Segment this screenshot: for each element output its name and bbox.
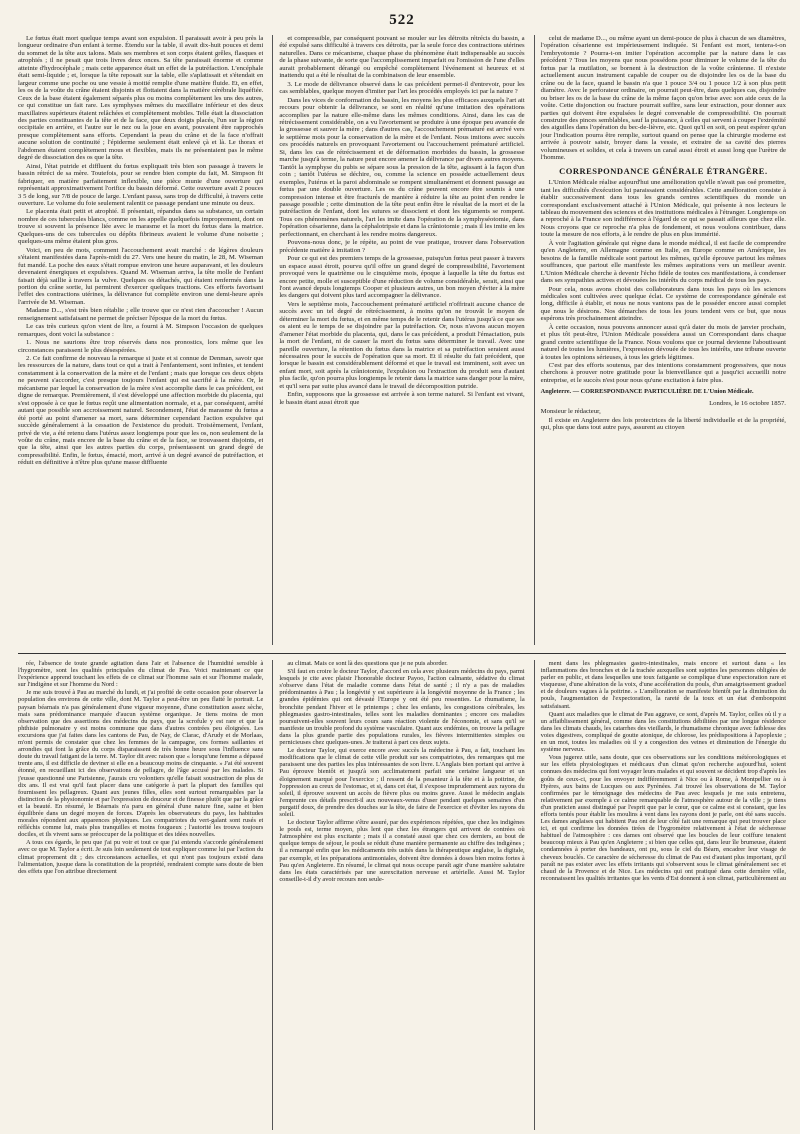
page-number: 522: [389, 12, 415, 28]
paragraph: Le cas très curieux qu'on vient de lire, a fourni à M. Simpson l'occasion de quelques remarques, dont voici la substance :: [18, 323, 264, 338]
paragraph: ment dans les phlegmasies gastro-intestinales, mais encore et surtout dans « les inflammations des bronches et de la trachée auxquelles sont sujettes les personnes obligées de parler en public, et dans lesquelles une toux fatigante se complique d'une expectoration rare et visqueuse, d'une altération de la voix, d'une accélération du pouls, d'un amaigrissement graduel et de douleurs vagues à la poitrine. » L'amélioration se manifeste bientôt par la diminution du pouls, l'augmentation de l'expectoration, la rareté de la toux et un état d'embonpoint satisfaisant.: [540, 660, 786, 710]
section-title: CORRESPONDANCE GÉNÉRALE ÉTRANGÈRE.: [559, 165, 768, 176]
column-2: [272, 35, 524, 645]
paragraph: A tous ces égards, le peu que j'ai pu voir et tout ce que j'ai entendu s'accorde généralement avec ce que M. Taylor a écrit. Je suis loin seulement de tout expliquer comme lui par l'action du climat proprement dit ; des circonstances actuelles, et qui n'ont pas toujours existé dans l'alimentation, jusque dans la constitution de la propriété, rendraient compte sans doute de bien des effets que l'on attribue directement: [18, 839, 264, 875]
paragraph: Le placenta était petit et atrophié. Il présentait, répandus dans sa substance, un certain nombre de ces tubercules blancs, comme on les appelle quelquefois improprement, dont on trouve si souvent la présence liée avec le marasme et la mort du fœtus dans la matrice. Quelques-uns de ces tubercules ou dépôts fibrineux avaient le volume d'une noisette ; quelques-uns même étaient plus gros.: [18, 208, 264, 246]
column-3: [534, 35, 786, 645]
paragraph: Madame D..., s'est très bien rétablie ; elle trouve que ce n'est rien d'accoucher ! Aucun renseignement satisfaisant ne permet de préciser l'époque de la mort du fœtus.: [18, 307, 264, 322]
paragraph: Voici, en peu de mots, comment l'accouchement avait marché : de légères douleurs s'étaient manifestées dans l'après-midi du 27. Vers une heure du matin, le 28, M. Wiseman fut mandé. La poche des eaux s'était rompue environ une heure auparavant, et les douleurs devenaient énergiques et expulsives. Quand M. Wiseman arriva, la tête molle de l'enfant faisait déjà saillie à travers la vulve. Quelques os détachés, qui étaient renfermés dans la portion du crâne sortie, lui permirent d'exercer quelques tractions. Ces efforts favorisant l'effet des contractions utérines, la délivrance fut complète environ une demi-heure après l'arrivée de M. Wiseman.: [18, 246, 264, 306]
paragraph: au climat. Mais ce sont là des questions que je ne puis aborder.: [287, 660, 448, 667]
paragraph: Ainsi, l'état putride et diffluent du fœtus expliquait très bien son passage à travers le bassin rétréci de sa mère. Toutefois, pour se rendre bien compte du fait, M. Simpson fit fabriquer, en matière parfaitement inflexible, une pièce munie d'une ouverture qui représentait approximativement l'orifice du bassin déformé. Cette ouverture avait 2 pouces 3 5 de long, sur 7/8 de pouce de large. L'enfant passa, sans trop de difficulté, à travers cette ouverture. Le volume du foie seulement ralentit ce passage pendant une minute ou deux.: [18, 162, 264, 207]
horizontal-rule: [18, 653, 786, 654]
bottom-column-2: [272, 660, 524, 1130]
paragraph: Le docteur Taylor affirme s'être assuré, par des expériences répétées, que chez les indigènes le pouls est, terme moyen, plus lent que chez les étrangers qui arrivent de contrées où l'atmosphère est plus excitante ; mais il a constaté aussi que chez ces derniers, au bout de quelque temps de séjour, le pouls se réduit d'une manière permanente au chiffre des indigènes ; il a remarqué enfin que les médicaments très usités dans la thérapeutique anglaise, la digitale, par exemple, et les préparations antimoniales, doivent être données à doses bien moins fortes à Pau qu'en Angleterre. En résumé, le climat qui nous occupe paraît agir d'une manière salutaire dans les états caractérisés par une surexcitation nerveuse et artérielle. Aussi M. Taylor conseille-t-il d'y avoir recours non seule-: [279, 819, 525, 883]
paragraph: Le fœtus était mort quelque temps avant son expulsion. Il paraissait avoir à peu près la longueur ordinaire d'un enfant à terme. Étendu sur la table, il avait dix-huit pouces et demi du sommet de la tête aux talons. Mais ses membres et son corps étaient grêles, flasques et atrophiés ; il ne pesait que trois livres deux onces. Sa tête paraissait énorme et comme atteinte d'hydrocéphale ; mais cette apparence était un effet de la putréfaction. L'encéphale était semi-liquide ; et, lorsque la tête reposait sur la table, elle s'aplatissait et s'étendait en largeur comme une poche ou une vessie à moitié remplie d'une matière fluide. Et, en effet, les os de la voûte du crâne étaient disjoints et flottaient dans la matière cérébrale liquéfiée. Ceux de la base étaient également séparés plus ou moins complètement les uns des autres, ce qui constitue un fait rare. Les symphyses mêmes du maxillaire inférieur et des deux maxillaires supérieurs étaient relâchées et complètement mobiles. Telle était la dissociation des parties constituantes de la tête et de la face, que deux doigts placés, l'un sur la région occipitale en arrière, et l'autre sur le nez ou la joue en avant, pouvaient être rapprochés presque complètement sans efforts. Cependant la peau du crâne et de la face n'offrait aucune solution de continuité ; l'épiderme seulement était enlevé çà et là. Le thorax et l'abdomen étaient complètement mous et flexibles, mais ils ne présentaient pas le même degré de dissociation des os que la tête.: [18, 35, 264, 162]
correspondence-heading: Angleterre. — CORRESPONDANCE PARTICULIÈRE DE L'Union Médicale.: [540, 388, 754, 396]
paragraph: S'il faut en croire le docteur Taylor, d'accord en cela avec plusieurs médecins du pays, parmi lesquels je cite avec plaisir l'honorable docteur Payoo, l'action calmante, sédative du climat s'observe dans l'état de maladie comme dans l'état de santé ; il n'y a pas de maladies prédominantes à Pau ; la longévité y est supérieure à la longévité moyenne de la France ; les grandes épidémies qui ont dévasté l'Europe y ont été peu ressenties. Le rhumatisme, la bronchite pendant l'hiver et le printemps ; chez les enfants, les congestions cérébrales, les phlegmasies gastro-intestinales, telles sont les maladies dominantes ; encore ces maladies poursuivent-elles souvent leurs cours sans réaction violente de l'économie, et sans qu'il se manifeste un trouble profond du système vasculaire. Quant aux endémies, on trouve la pellagre dans la plus grande partie des populations rurales, les fièvres intermittentes simples ou pernicieuses chez quelques-unes. Je traiterai à part ces deux sujets.: [279, 668, 525, 747]
paragraph: Pour cela, nous avons choisi des collaborateurs dans tous les pays où les sciences médicales sont cultivées avec quelque éclat. Ce système de correspondance générale est long, difficile à établir, et nous ne nous vantons pas de le posséder encore aussi complet que nous le désirons. Nos démarches de tous les jours tendent vers ce but, que nous espérons très prochainement atteindre.: [540, 285, 786, 323]
paragraph: celui de madame D..., ou même ayant un demi-pouce de plus à chacun de ses diamètres, l'opération césarienne est impérieusement indiquée. Si l'enfant est mort, tentera-t-on l'embryotomie ? Pourra-t-on imiter l'opération accomplie par la nature dans le cas précédent ? Tous les moyens que nous possédons pour diminuer le volume de la tête du fœtus par la mutilation, se bornent à la destruction de la voûte crânienne. Il n'existe actuellement aucun instrument capable de couper ou de disjoindre les os de la base du crâne ou de la face, quand le bassin n'a que 1 pouce 3/4 ou 1 pouce 1/2 à son plus petit diamètre. Avec le perforateur ordinaire, on pourrait peut-être, dans quelques cas, disjoindre ou briser les os de la base du crâne de la même façon qu'on brise avec son aide ceux de la voûte. Cette disjonction ou fracture pourrait suffire, sans leur extraction, pour donner aux parties qui doivent être expulsées le degré convenable de compressibilité. On pourrait construire des pinces semblables, sauf la puissance, à celles qui servent à couper l'extrémité des aiguilles dans l'opération du bec-de-lièvre, etc. Quoi qu'il en soit, on peut espérer qu'un jour l'indication pourra être remplie, surtout quand on pense que la chirurgie moderne est arrivée à pouvoir saisir, broyer dans la vessie, et extraire de sa cavité des pierres volumineuses et solides, et cela à travers un canal aussi étroit et aussi long que l'urètre de l'homme.: [540, 35, 786, 162]
paragraph: et compressible, par conséquent pouvant se mouler sur les détroits rétrécis du bassin, a été expulsé sans difficulté à travers ces détroits, par la seule force des contractions utérines naturelles. Dans ce mécanisme, chaque phase du phénomène était indispensable au succès de la phase suivante, de sorte que l'accomplissement imparfait ou l'omission de l'une d'elles aurait probablement dérangé ou empêché complètement l'événement si heureux et si inattendu qui a été le résultat de la combinaison de leur ensemble.: [279, 35, 525, 80]
paragraph: Dans les vices de conformation du bassin, les moyens les plus efficaces auxquels l'art ait recours pour obtenir la délivrance, se sont en réalité qu'une imitation des opérations accomplies par la nature elle-même dans les mêmes conditions. Ainsi, dans les cas de rétrécissement considérable, on a vu l'avortement se produire à une époque peu avancée de la grossesse et sauver la mère ; dans d'autres cas, l'accouchement prématuré est arrivé vers le septième mois pour la conservation de la mère et de l'enfant. Nous imitons avec succès ces procédés naturels en provoquant l'avortement ou l'accouchement prématuré artificiel. Si, dans les cas de rétrécissement et de déformation morbides du bassin, la grossesse marche jusqu'à terme, la nature peut encore amener la délivrance par divers autres moyens. Tantôt la symphyse du pubis se sépare sous la pression de la tête, agissant à la façon d'un coin ; tantôt l'utérus se déchire, ou, comme la science en possède actuellement deux exemples, l'utérus et la paroi abdominale se rompent simultanément et donnent passage au fœtus par une double ouverture. Les os du crâne peuvent encore être soumis à une compression intense et être fracturés de manière à réduire la tête au point d'en rendre le passage possible ; cette diminution de la tête peut enfin être le résultat de la mort et de la putréfaction de l'enfant, dont les sutures se dissocient et dont les téguments se rompent. Tous ces phénomènes naturels, l'art les imite dans l'opération de la symphyséotomie, dans l'opération césarienne, dans la céphalotripsie et dans la crâniotomie ; mais il les imite en les perfectionnant, en cherchant à les rendre moins dangereux.: [279, 96, 525, 238]
bottom-column-3: [534, 660, 786, 1130]
paragraph: C'est par des efforts soutenus, par des intentions constamment progressives, que nous cherchons à prouver notre gratitude pour la bienveillance qui a jusqu'ici accueilli notre entreprise, et le succès n'est pour nous qu'une excitation à faire plus.: [540, 362, 786, 384]
paragraph: À voir l'agitation générale qui règne dans le monde médical, il est facile de comprendre qu'en Angleterre, en Allemagne comme en Italie, en Europe comme en Amérique, les besoins de la famille médicale sont partout les mêmes, qu'elle éprouve partout les mêmes souffrances, que partout elle manifeste les mêmes aspirations vers un meilleur avenir. L'Union Médicale cherche à devenir l'écho fidèle de toutes ces manifestations, à condenser dans ses sympathies actives et dévouées les intérêts du corps médical de tous les pays.: [540, 239, 786, 285]
paragraph: L'Union Médicale réalise aujourd'hui une amélioration qu'elle n'avait pas osé promettre, tant les difficultés d'exécution lui paraissaient considérables. Cette amélioration consiste à établir successivement dans tous les grands centres scientifiques du monde un correspondant exclusivement attaché à l'Union Médicale, qui présente à nos lecteurs le tableau du mouvement des sciences et des institutions médicales à l'étranger. Longtemps on a reproché à la France son indifférence à l'égard de ce qui se passait ailleurs que chez elle. Nous croyons que ce reproche n'a plus de fondement, et nous voulons contribuer, dans toute la mesure de nos efforts, à le rendre de plus en plus immérité.: [540, 179, 786, 239]
bottom-column-1: [18, 660, 263, 1130]
column-1: [18, 35, 263, 645]
paragraph: rée, l'absence de toute grande agitation dans l'air et l'absence de l'humidité sensible à l'hygromètre, sont les qualités principales du climat de Pau. Voici maintenant ce que l'expérience apprend touchant les effets de ce climat sur l'homme sain et sur l'homme malade, sur l'indigène et sur l'homme du Nord :: [18, 660, 264, 689]
paragraph: Vous jugerez utile, sans doute, que ces observations sur les conditions météorologiques et sur les effets physiologiques et médicaux d'un climat qu'on recherche aujourd'hui, soient connues des médecins qui font voyager leurs malades et qui souvent se décident trop d'après les goûts de ceux-ci, pour les envoyer indifféremment à Nice ou à Rome, à Montpellier ou à Hyères, aux bains de Lucques ou aux Pyrénées. J'ai trouvé les observations de M. Taylor confirmées par le témoignage des médecins de Pau avec lesquels je me suis entretenu, relativement par exemple à ce calme remarquable de l'atmosphère autour de la ville ; je tiens d'un praticien aussi distingué par l'esprit que par le cœur, que ce calme est si constant, que les efforts tentés pour établir les moulins à vent dans les rayons dont je parle, ont été sans succès. Les dames anglaises qui habitent Pau ont de leur côté fait une remarque qui peut trouver place ici, et qui confirme les données tirées de l'hygromètre relativement à l'état de sécheresse habituel de l'atmosphère : ces dames ont observé que les boucles de leur coiffure tenaient beaucoup mieux à Pau qu'en Angleterre ; si bien que celles qui, dans leur île brumeuse, étaient condamnées à porter des bandeaux, ont pu, sous le ciel du Béarn, encadrer leur visage de cheveux bouclés. Ce caractère de sécheresse du climat de Pau est d'autant plus important, qu'il paraît ne pas exister avec les effets irritants qui s'observent sous le climat généralement sec et chaud de la Provence et de Nice. Les médecins qui ont pratiqué dans cette dernière ville, reconnaissent les qualités irritantes que les vents d'Est donnent à son climat, particulièrement au: [540, 754, 786, 882]
paragraph: Pour ce qui est des premiers temps de la grossesse, puisqu'un fœtus peut passer à travers un espace aussi étroit, pourvu qu'il offre un grand degré de compressibilité, l'avortement provoqué vers le quatrième ou le cinquième mois, époque à laquelle la tête du fœtus est encore petite, molle et susceptible d'une réduction de volume considérable, serait, ainsi que l'ont avancé depuis longtemps Cooper et plusieurs autres, un bon moyen d'éviter à la mère les dangers qui doivent plus tard accompagner la délivrance.: [279, 255, 525, 300]
paragraph: Quant aux maladies que le climat de Pau aggrave, ce sont, d'après M. Taylor, celles où il y a un affaiblissement général, comme dans les constitutions débilitées par une longue résidence dans les climats chauds, les catarrhes des vieillards, le rhumatisme chronique avec faiblesse des voies digestives, compliqué de goutte atonique, de chlorose, les prédispositions à l'apoplexie ; en un mot, toutes les maladies où il y a congestion des veines et diminution de l'énergie du système nerveux.: [540, 710, 786, 754]
paragraph: Enfin, supposons que la grossesse est arrivée à son terme naturel. Si l'enfant est vivant, le bassin étant aussi étroit que: [279, 391, 525, 406]
paragraph: 1. Nous ne saurions être trop réservés dans nos pronostics, lors même que les circonstances paraissent le plus désespérées.: [18, 339, 264, 354]
salutation: Monsieur le rédacteur,: [540, 408, 601, 416]
paragraph: Je me suis trouvé à Pau au marché du lundi, et j'ai profité de cette occasion pour observer la population des environs de cette ville, dont M. Taylor a peut-être un peu flatté le portrait. Le paysan béarnais n'a pas généralement d'une vigueur moyenne, d'une constitution assez sèche, mais sans prédominance marquée d'aucun système organique. Je tiens moins de mon observation que des assertions des médecins du pays, que la scrofule y est rare et que la phthisie pulmonaire y est moins commune que dans d'autres contrées peu éloignées. Les excursions que j'ai faites dans les cantons de Pau, de Nay, de Clarac, d'Arudy et de Morlaas, m'ont permis de constater que chez les femmes de la campagne, ces formes saillantes et arrondies qui font la grâce du corps disparaissent de très bonne heure sous l'influence sans doute du travail fatigant de la terre. M. Taylor dit avec raison que « lorsqu'une femme a dépassé trente ans, il est difficile de deviner si elle en a beaucoup moins de cinquante. » J'ai été souvent étonné, en recueillant ici des observations de pellagre, de l'âge accusé par les malades. Si j'eusse questionné une Parisienne, j'aurais cru volontiers qu'elle faisait soustraction de plus de dix ans. Il est vrai qu'il faut placer dans une catégorie à part la plupart des familles qui fournissent les pellagreux. Quant aux jeunes filles, elles sont surtout remarquables par la distinction de la physionomie et par l'expression de douceur et de finesse plutôt que par la grâce et la beauté. En résumé, le Béarnais n'a paru en général d'une nature fine, saine et bien équilibrée dans un degré moyen de forces. D'après les observateurs du pays, les habitudes morales répondent aux apparences physiques. Les compatriotes du vert-galant sont rusés et réfléchis comme lui, mais plus tranquilles et moins fougueux ; l'autorité les trouva toujours dociles, et ils vivent sans se préoccuper de la politique et des idées nouvelles.: [18, 689, 264, 839]
paragraph: À cette occasion, nous pouvons annoncer aussi qu'à dater du mois de janvier prochain, et plus tôt peut-être, l'Union Médicale possédera aussi un Correspondant dans chaque grand centre scientifique de la France. Nous voulons que ce journal devienne l'aboutissant naturel de toutes les lumières, l'expression dévouée de tous les intérêts, une tribune ouverte à toutes les opinions sérieuses, à tous les griefs légitimes.: [540, 323, 786, 361]
feuilleton-columns: [18, 660, 786, 1130]
paragraph: 3. Le mode de délivrance observé dans le cas précédent permet-il d'entrevoir, pour les cas semblables, quelque moyen d'imiter par l'art les procédés employés ici par la nature ?: [279, 80, 525, 96]
paragraph: Vers le septième mois, l'accouchement prématuré artificiel n'offrirait aucune chance de succès avec un tel degré de rétrécissement, à moins qu'on ne trouvât le moyen de déterminer la mort du fœtus, et en même temps de le retenir dans l'utérus jusqu'à ce que ses os aient eu le temps de se disjoindre par la putréfaction. Or, nous n'avons aucun moyen d'amener l'état morbide du placenta, qui, dans le cas précédent, a produit l'émaciation, puis la mort de l'enfant, ni de causer la mort du fœtus sans déterminer le travail. Avec une pareille ouverture, la rétention du fœtus dans la matrice et sa putréfaction seraient aussi nécessaires pour le succès de l'opération que sa mort. Et il résulte du fait précédent, que lorsque le bassin est considérablement déformé et que le travail est imminent, soit avec un enfant mort, soit après la crâniotomie, l'expulsion ou l'extraction du produit sera d'autant plus facile, qu'on pourra plus longtemps le retenir dans la matrice sans danger pour la mère, et qu'il sera par suite plus avancé dans le travail de décomposition putride.: [279, 300, 525, 390]
upper-columns: [18, 35, 786, 645]
paragraph: 2. Ce fait confirme de nouveau la remarque si juste et si connue de Denman, savoir que les ressources de la nature, dans tout ce qui a trait à l'enfantement, sont infinies, et tendent constamment à la conservation de la mère et de l'enfant ; mais que lorsque ces deux objets ne peuvent s'accorder, c'est presque toujours l'enfant qui est sacrifié à la mère. Or, le mécanisme par lequel la conservation de la mère s'est accomplie dans le cas précédent, est digne de remarque. Premièrement, il s'est développé une affection morbide du placenta, qui s'est opposée à ce que le fœtus reçût une alimentation normale, et a, par conséquent, arrêté autant que possible son accroissement naturel. Secondement, l'état de marasme du fœtus a été porté au point d'amener sa mort, sans déterminer cependant l'action expulsive qui succède généralement à la cessation de l'existence du produit. Troisièmement, l'enfant, privé de vie, a été retenu dans l'utérus assez longtemps pour que les os, non seulement de la voûte du crâne, mais encore de la base du crâne et de la face, se trouvassent disjoints, et que la tête, ainsi que les autres parties du corps, présentassent un grand degré de compressibilité. Enfin, le fœtus, émacié, mort, arrivé à un degré avancé de putréfaction, et réduit en définitive à n'être plus qu'une masse diffluente: [18, 355, 264, 467]
dateline: Londres, le 16 octobre 1857.: [709, 399, 786, 407]
paragraph: Pouvons-nous donc, je le répète, au point de vue pratique, trouver dans l'observation précédente matière à imitation ?: [279, 239, 525, 254]
paragraph: Le docteur Taylor, qui exerce encore avec succès la médecine à Pau, a fait, touchant les modifications que le climat de cette ville produit sur ses compatriotes, des remarques qui me paraissent une des parties les plus intéressantes de son livre. L'Anglais bien portant qui arrive à Pau éprouve bientôt et jusqu'à son acclimatement parfait une certaine langueur et un éloignement marqué pour l'exercice ; il ressent de la pesanteur à la tête et à la poitrine, de l'oppression au creux de l'estomac, et si, dans cet état, il s'expose imprudemment aux rayons du soleil, il éprouve souvent un accès de fièvre plus ou moins grave. Aussi le médecin anglais l'emprunte ces détails prescrit-il aux nouveaux-venus d'user pendant quelques semaines d'un purgatif doux, de prendre des douches sur la tête, de faire de l'exercice et d'éviter les rayons du soleil.: [279, 747, 525, 818]
paragraph: Il existe en Angleterre des lois protectrices de la liberté individuelle et de la propriété, qui, plus que dans tout autre pays, assurent au citoyen: [540, 416, 786, 432]
